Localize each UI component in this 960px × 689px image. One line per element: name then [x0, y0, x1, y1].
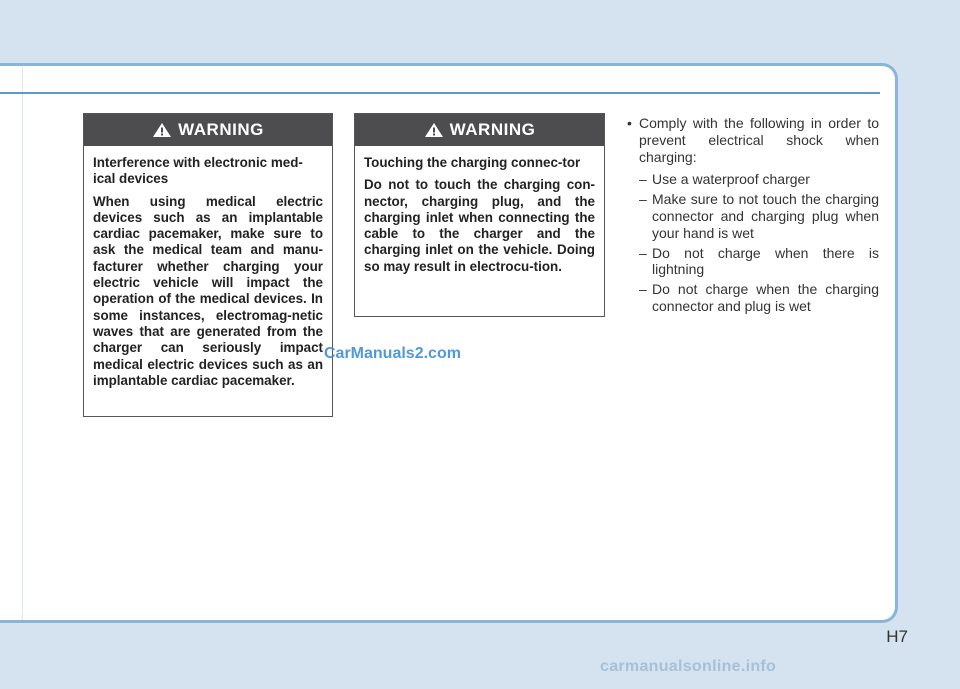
page-number: H7	[886, 627, 908, 646]
warning-body	[355, 146, 604, 275]
warning-title: Touching the charging connec-tor	[364, 155, 581, 170]
instruction-column	[627, 115, 879, 318]
warning-body	[84, 146, 332, 389]
top-rule	[0, 92, 880, 94]
dash-marker: –	[639, 281, 647, 298]
list-item	[639, 281, 879, 315]
dash-marker: –	[639, 244, 647, 261]
warning-box-medical-devices	[83, 113, 333, 417]
warning-triangle-icon	[152, 122, 172, 138]
list-item-text: Do not charge when the charging connector and plug is wet	[652, 281, 879, 314]
warning-box-charging-connector	[354, 113, 605, 317]
warning-header	[84, 114, 332, 146]
list-item-text: Use a waterproof charger	[652, 171, 810, 188]
warning-triangle-icon	[424, 122, 444, 138]
warning-text: When using medical electric devices such as an implantable cardiac pacemaker, make sure to ask the medical team and manu-facturer whether charging your electric vehicle will impact the operation of the medical devices. In some instances, electromag-netic waves that are generated from the charger can seriously impact medical electric devices such as an implantable cardiac pacemaker.	[93, 193, 323, 388]
footer-logo: carmanualsonline.info	[600, 658, 777, 675]
left-margin-rule	[22, 66, 23, 620]
instruction-lead: Comply with the following in order to prevent electrical shock when charging:	[639, 115, 879, 165]
bullet-marker: •	[627, 115, 632, 131]
list-item	[639, 191, 879, 241]
dash-marker: –	[639, 171, 647, 188]
warning-label: WARNING	[449, 120, 536, 139]
dash-marker: –	[639, 191, 647, 208]
warning-header	[355, 114, 604, 146]
instruction-sub-list	[627, 171, 879, 314]
warning-text: Do not to touch the charging con-nector, charging plug, and the charging inlet when connecting the cable to the charger and the charging inlet on the vehicle. Doing so may result in electrocu-tion.	[364, 177, 595, 274]
watermark-link[interactable]: CarManuals2.com	[324, 345, 461, 362]
list-item	[639, 245, 879, 279]
warning-label: WARNING	[178, 120, 264, 139]
warning-title: Interference with electronic med-ical devices	[93, 155, 303, 187]
list-item-text: Make sure to not touch the charging connector and charging plug when your hand is wet	[652, 191, 879, 241]
instruction-bullet	[627, 115, 879, 165]
list-item	[639, 171, 879, 188]
list-item-text: Do not charge when there is lightning	[652, 244, 879, 278]
